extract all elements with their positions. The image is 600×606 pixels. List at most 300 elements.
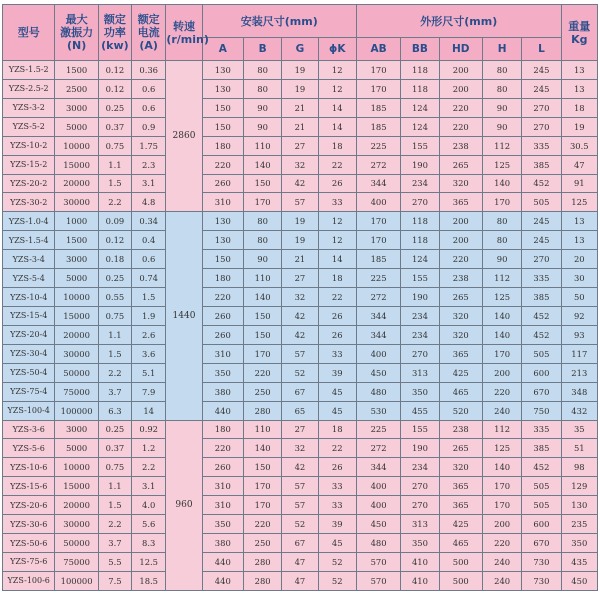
hd-cell: 220 [439, 117, 482, 136]
weight-cell: 235 [561, 515, 597, 534]
rated-power-cell: 0.25 [98, 420, 131, 439]
a-cell: 310 [202, 477, 243, 496]
model-cell: YZS-3-2 [3, 98, 55, 117]
table-row [3, 477, 598, 496]
a-cell: 260 [202, 174, 243, 193]
h-cell: 112 [482, 420, 521, 439]
phik-cell: 39 [318, 363, 356, 382]
l-cell: 600 [522, 515, 561, 534]
l-cell: 452 [522, 174, 561, 193]
max-force-cell: 100000 [55, 571, 98, 590]
rated-current-cell: 3.1 [132, 477, 166, 496]
g-cell: 27 [282, 269, 318, 288]
max-force-cell: 5000 [55, 269, 98, 288]
h-cell: 140 [482, 306, 521, 325]
rated-power-cell: 1.5 [98, 174, 131, 193]
rated-power-cell: 1.5 [98, 496, 131, 515]
b-cell: 140 [243, 288, 281, 307]
max-force-cell: 1500 [55, 231, 98, 250]
h-cell: 220 [482, 382, 521, 401]
table-row [3, 174, 598, 193]
ab-cell: 450 [356, 515, 400, 534]
h-cell: 200 [482, 363, 521, 382]
b-cell: 140 [243, 155, 281, 174]
model-cell: YZS-15-4 [3, 306, 55, 325]
phik-cell: 33 [318, 344, 356, 363]
ab-cell: 450 [356, 363, 400, 382]
ab-cell: 400 [356, 477, 400, 496]
b-cell: 140 [243, 439, 281, 458]
h-cell: 80 [482, 231, 521, 250]
rated-power-cell: 7.5 [98, 571, 131, 590]
l-cell: 385 [522, 439, 561, 458]
table-row [3, 363, 598, 382]
g-cell: 65 [282, 401, 318, 420]
header-col-h: H [482, 38, 521, 61]
phik-cell: 12 [318, 212, 356, 231]
max-force-cell: 5000 [55, 439, 98, 458]
model-cell: YZS-5-4 [3, 269, 55, 288]
weight-cell: 129 [561, 477, 597, 496]
b-cell: 150 [243, 325, 281, 344]
hd-cell: 365 [439, 344, 482, 363]
a-cell: 180 [202, 136, 243, 155]
header-col-phik: ϕK [318, 38, 356, 61]
phik-cell: 26 [318, 458, 356, 477]
phik-cell: 33 [318, 477, 356, 496]
weight-cell: 13 [561, 79, 597, 98]
g-cell: 57 [282, 477, 318, 496]
table-row [3, 98, 598, 117]
header-outline-dimensions: 外形尺寸(mm) [356, 5, 561, 38]
weight-cell: 13 [561, 61, 597, 80]
model-cell: YZS-10-6 [3, 458, 55, 477]
b-cell: 220 [243, 515, 281, 534]
b-cell: 220 [243, 363, 281, 382]
phik-cell: 26 [318, 306, 356, 325]
rated-current-cell: 8.3 [132, 534, 166, 553]
hd-cell: 265 [439, 439, 482, 458]
max-force-cell: 3000 [55, 98, 98, 117]
max-force-cell: 50000 [55, 363, 98, 382]
ab-cell: 570 [356, 571, 400, 590]
rated-current-cell: 0.4 [132, 231, 166, 250]
b-cell: 280 [243, 401, 281, 420]
bb-cell: 190 [401, 155, 439, 174]
weight-cell: 18 [561, 98, 597, 117]
l-cell: 270 [522, 117, 561, 136]
max-force-cell: 20000 [55, 174, 98, 193]
phik-cell: 18 [318, 420, 356, 439]
bb-cell: 118 [401, 79, 439, 98]
h-cell: 90 [482, 250, 521, 269]
hd-cell: 425 [439, 515, 482, 534]
hd-cell: 265 [439, 155, 482, 174]
ab-cell: 170 [356, 212, 400, 231]
phik-cell: 12 [318, 79, 356, 98]
h-cell: 140 [482, 458, 521, 477]
a-cell: 220 [202, 155, 243, 174]
max-force-cell: 10000 [55, 458, 98, 477]
weight-cell: 93 [561, 325, 597, 344]
max-force-cell: 10000 [55, 136, 98, 155]
hd-cell: 425 [439, 363, 482, 382]
bb-cell: 124 [401, 250, 439, 269]
phik-cell: 26 [318, 174, 356, 193]
rated-power-cell: 0.55 [98, 288, 131, 307]
table-row [3, 61, 598, 80]
model-cell: YZS-30-2 [3, 193, 55, 212]
phik-cell: 18 [318, 269, 356, 288]
g-cell: 21 [282, 117, 318, 136]
g-cell: 42 [282, 174, 318, 193]
weight-cell: 213 [561, 363, 597, 382]
weight-cell: 92 [561, 306, 597, 325]
weight-cell: 350 [561, 534, 597, 553]
weight-cell: 435 [561, 552, 597, 571]
weight-cell: 30.5 [561, 136, 597, 155]
model-cell: YZS-100-4 [3, 401, 55, 420]
a-cell: 260 [202, 458, 243, 477]
l-cell: 245 [522, 231, 561, 250]
model-cell: YZS-20-2 [3, 174, 55, 193]
l-cell: 245 [522, 212, 561, 231]
model-cell: YZS-1.5-2 [3, 61, 55, 80]
rated-current-cell: 5.6 [132, 515, 166, 534]
hd-cell: 200 [439, 212, 482, 231]
hd-cell: 500 [439, 571, 482, 590]
g-cell: 21 [282, 250, 318, 269]
l-cell: 750 [522, 401, 561, 420]
bb-cell: 270 [401, 344, 439, 363]
rated-power-cell: 0.12 [98, 231, 131, 250]
hd-cell: 320 [439, 174, 482, 193]
table-row [3, 571, 598, 590]
g-cell: 32 [282, 288, 318, 307]
bb-cell: 190 [401, 288, 439, 307]
ab-cell: 344 [356, 458, 400, 477]
weight-cell: 117 [561, 344, 597, 363]
g-cell: 27 [282, 136, 318, 155]
g-cell: 42 [282, 306, 318, 325]
model-cell: YZS-50-4 [3, 363, 55, 382]
weight-cell: 50 [561, 288, 597, 307]
a-cell: 260 [202, 306, 243, 325]
bb-cell: 410 [401, 552, 439, 571]
b-cell: 90 [243, 117, 281, 136]
l-cell: 452 [522, 458, 561, 477]
ab-cell: 170 [356, 61, 400, 80]
rated-current-cell: 4.8 [132, 193, 166, 212]
g-cell: 27 [282, 420, 318, 439]
hd-cell: 220 [439, 250, 482, 269]
header-speed: 转速 (r/min) [166, 5, 202, 61]
table-row [3, 439, 598, 458]
phik-cell: 14 [318, 250, 356, 269]
ab-cell: 225 [356, 269, 400, 288]
h-cell: 170 [482, 193, 521, 212]
model-cell: YZS-20-4 [3, 325, 55, 344]
table-row [3, 382, 598, 401]
phik-cell: 22 [318, 288, 356, 307]
hd-cell: 238 [439, 136, 482, 155]
ab-cell: 185 [356, 117, 400, 136]
rated-current-cell: 0.9 [132, 117, 166, 136]
rated-power-cell: 0.37 [98, 439, 131, 458]
h-cell: 80 [482, 79, 521, 98]
rated-current-cell: 0.6 [132, 250, 166, 269]
ab-cell: 170 [356, 231, 400, 250]
rated-power-cell: 0.25 [98, 269, 131, 288]
phik-cell: 26 [318, 325, 356, 344]
max-force-cell: 30000 [55, 193, 98, 212]
weight-cell: 450 [561, 571, 597, 590]
g-cell: 19 [282, 231, 318, 250]
header-col-g: G [282, 38, 318, 61]
l-cell: 270 [522, 98, 561, 117]
l-cell: 245 [522, 61, 561, 80]
phik-cell: 22 [318, 439, 356, 458]
rated-power-cell: 0.12 [98, 61, 131, 80]
a-cell: 130 [202, 61, 243, 80]
ab-cell: 225 [356, 420, 400, 439]
max-force-cell: 3000 [55, 250, 98, 269]
rated-current-cell: 5.1 [132, 363, 166, 382]
rated-current-cell: 1.2 [132, 439, 166, 458]
g-cell: 67 [282, 534, 318, 553]
table-row [3, 420, 598, 439]
rated-power-cell: 6.3 [98, 401, 131, 420]
ab-cell: 225 [356, 136, 400, 155]
l-cell: 335 [522, 269, 561, 288]
bb-cell: 313 [401, 515, 439, 534]
h-cell: 140 [482, 174, 521, 193]
rated-current-cell: 0.36 [132, 61, 166, 80]
rated-current-cell: 18.5 [132, 571, 166, 590]
header-install-dimensions: 安装尺寸(mm) [202, 5, 356, 38]
rated-current-cell: 0.34 [132, 212, 166, 231]
b-cell: 80 [243, 61, 281, 80]
model-cell: YZS-1.5-4 [3, 231, 55, 250]
rated-power-cell: 0.09 [98, 212, 131, 231]
ab-cell: 400 [356, 496, 400, 515]
model-cell: YZS-75-4 [3, 382, 55, 401]
motor-spec-table [2, 4, 598, 591]
ab-cell: 530 [356, 401, 400, 420]
max-force-cell: 5000 [55, 117, 98, 136]
a-cell: 180 [202, 420, 243, 439]
l-cell: 730 [522, 571, 561, 590]
bb-cell: 155 [401, 136, 439, 155]
a-cell: 440 [202, 571, 243, 590]
table-row [3, 496, 598, 515]
b-cell: 110 [243, 136, 281, 155]
a-cell: 150 [202, 250, 243, 269]
speed-cell: 960 [166, 420, 202, 590]
l-cell: 385 [522, 155, 561, 174]
weight-cell: 432 [561, 401, 597, 420]
header-model: 型号 [3, 5, 55, 61]
l-cell: 452 [522, 325, 561, 344]
header-col-l: L [522, 38, 561, 61]
a-cell: 130 [202, 79, 243, 98]
max-force-cell: 75000 [55, 552, 98, 571]
hd-cell: 320 [439, 306, 482, 325]
weight-cell: 51 [561, 439, 597, 458]
bb-cell: 118 [401, 231, 439, 250]
weight-cell: 35 [561, 420, 597, 439]
table-row [3, 344, 598, 363]
rated-current-cell: 7.9 [132, 382, 166, 401]
hd-cell: 365 [439, 193, 482, 212]
b-cell: 90 [243, 98, 281, 117]
l-cell: 335 [522, 136, 561, 155]
rated-current-cell: 12.5 [132, 552, 166, 571]
ab-cell: 570 [356, 552, 400, 571]
rated-power-cell: 1.5 [98, 344, 131, 363]
g-cell: 52 [282, 515, 318, 534]
g-cell: 57 [282, 344, 318, 363]
b-cell: 280 [243, 552, 281, 571]
b-cell: 150 [243, 306, 281, 325]
phik-cell: 12 [318, 231, 356, 250]
table-row [3, 552, 598, 571]
h-cell: 125 [482, 155, 521, 174]
l-cell: 670 [522, 534, 561, 553]
bb-cell: 270 [401, 477, 439, 496]
rated-current-cell: 1.5 [132, 288, 166, 307]
h-cell: 240 [482, 552, 521, 571]
bb-cell: 234 [401, 325, 439, 344]
g-cell: 67 [282, 382, 318, 401]
a-cell: 350 [202, 515, 243, 534]
model-cell: YZS-5-6 [3, 439, 55, 458]
weight-cell: 13 [561, 231, 597, 250]
bb-cell: 313 [401, 363, 439, 382]
rated-current-cell: 0.6 [132, 98, 166, 117]
weight-cell: 47 [561, 155, 597, 174]
h-cell: 170 [482, 477, 521, 496]
ab-cell: 170 [356, 79, 400, 98]
phik-cell: 39 [318, 515, 356, 534]
rated-current-cell: 1.75 [132, 136, 166, 155]
bb-cell: 270 [401, 496, 439, 515]
bb-cell: 270 [401, 193, 439, 212]
weight-cell: 125 [561, 193, 597, 212]
rated-power-cell: 2.2 [98, 515, 131, 534]
l-cell: 730 [522, 552, 561, 571]
b-cell: 170 [243, 344, 281, 363]
table-row [3, 212, 598, 231]
l-cell: 245 [522, 79, 561, 98]
table-row [3, 269, 598, 288]
hd-cell: 238 [439, 269, 482, 288]
speed-cell: 1440 [166, 212, 202, 420]
hd-cell: 465 [439, 534, 482, 553]
bb-cell: 234 [401, 174, 439, 193]
table-row [3, 401, 598, 420]
model-cell: YZS-5-2 [3, 117, 55, 136]
bb-cell: 410 [401, 571, 439, 590]
g-cell: 19 [282, 61, 318, 80]
weight-cell: 348 [561, 382, 597, 401]
rated-power-cell: 3.7 [98, 534, 131, 553]
rated-current-cell: 4.0 [132, 496, 166, 515]
a-cell: 260 [202, 325, 243, 344]
bb-cell: 124 [401, 117, 439, 136]
bb-cell: 350 [401, 382, 439, 401]
l-cell: 335 [522, 420, 561, 439]
a-cell: 310 [202, 496, 243, 515]
model-cell: YZS-10-2 [3, 136, 55, 155]
rated-current-cell: 3.6 [132, 344, 166, 363]
model-cell: YZS-75-6 [3, 552, 55, 571]
max-force-cell: 30000 [55, 344, 98, 363]
g-cell: 52 [282, 363, 318, 382]
phik-cell: 14 [318, 117, 356, 136]
max-force-cell: 15000 [55, 306, 98, 325]
model-cell: YZS-30-4 [3, 344, 55, 363]
hd-cell: 200 [439, 61, 482, 80]
rated-power-cell: 0.12 [98, 79, 131, 98]
b-cell: 150 [243, 174, 281, 193]
header-weight: 重量 Kg [561, 5, 597, 61]
g-cell: 19 [282, 212, 318, 231]
a-cell: 440 [202, 401, 243, 420]
table-row [3, 515, 598, 534]
b-cell: 80 [243, 212, 281, 231]
b-cell: 280 [243, 571, 281, 590]
g-cell: 32 [282, 439, 318, 458]
hd-cell: 365 [439, 477, 482, 496]
weight-cell: 98 [561, 458, 597, 477]
weight-cell: 130 [561, 496, 597, 515]
b-cell: 170 [243, 193, 281, 212]
bb-cell: 155 [401, 420, 439, 439]
phik-cell: 22 [318, 155, 356, 174]
header-col-b: B [243, 38, 281, 61]
header-col-ab: AB [356, 38, 400, 61]
g-cell: 47 [282, 552, 318, 571]
g-cell: 21 [282, 98, 318, 117]
weight-cell: 20 [561, 250, 597, 269]
rated-power-cell: 0.25 [98, 98, 131, 117]
b-cell: 250 [243, 382, 281, 401]
ab-cell: 480 [356, 534, 400, 553]
rated-power-cell: 0.37 [98, 117, 131, 136]
rated-power-cell: 0.75 [98, 458, 131, 477]
ab-cell: 185 [356, 250, 400, 269]
phik-cell: 45 [318, 534, 356, 553]
max-force-cell: 20000 [55, 325, 98, 344]
rated-current-cell: 0.74 [132, 269, 166, 288]
table-row [3, 288, 598, 307]
model-cell: YZS-20-6 [3, 496, 55, 515]
hd-cell: 220 [439, 98, 482, 117]
bb-cell: 190 [401, 439, 439, 458]
header-rated-current: 额定 电流 (A) [132, 5, 166, 61]
model-cell: YZS-50-6 [3, 534, 55, 553]
ab-cell: 272 [356, 439, 400, 458]
table-row [3, 155, 598, 174]
rated-power-cell: 1.1 [98, 155, 131, 174]
header-rated-power: 额定 功率 (kw) [98, 5, 131, 61]
max-force-cell: 100000 [55, 401, 98, 420]
a-cell: 310 [202, 193, 243, 212]
h-cell: 125 [482, 288, 521, 307]
rated-current-cell: 3.1 [132, 174, 166, 193]
hd-cell: 520 [439, 401, 482, 420]
